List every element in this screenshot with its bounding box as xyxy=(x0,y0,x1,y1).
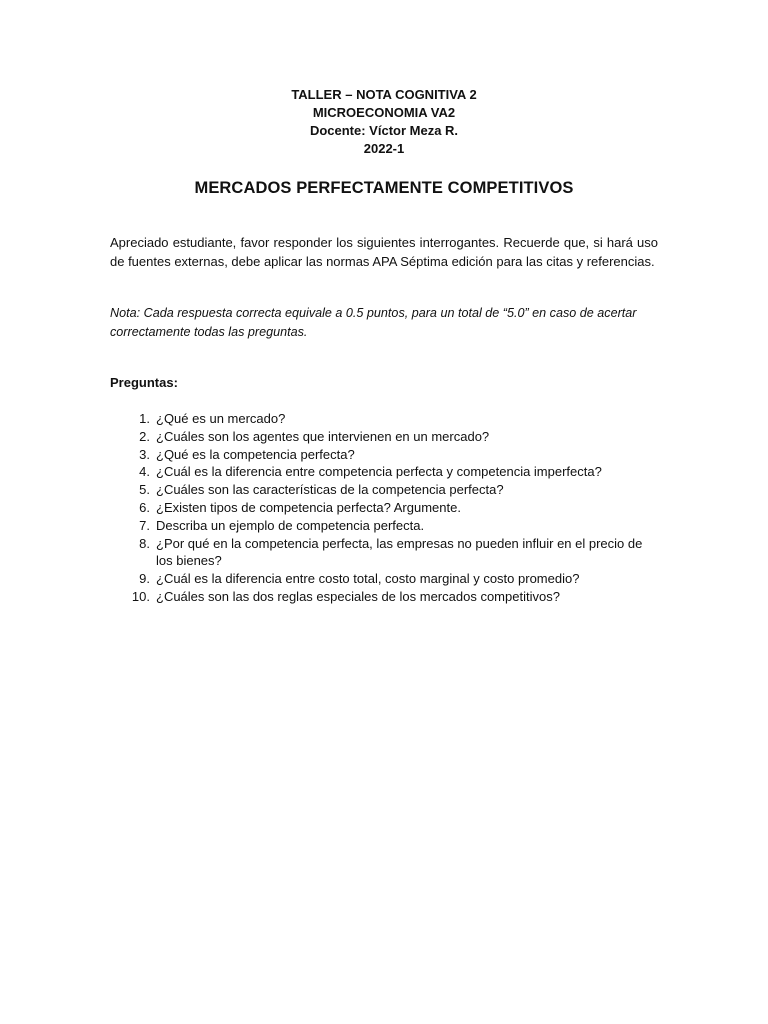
question-text: ¿Cuáles son los agentes que intervienen en un mercado? xyxy=(156,428,490,444)
question-number: 4. xyxy=(139,464,150,480)
question-text: ¿Cuál es la diferencia entre costo total, costo marginal y costo promedio? xyxy=(156,571,580,587)
question-number: 9. xyxy=(139,571,150,587)
question-item xyxy=(110,410,662,428)
header-subject-line: MICROECONOMIA VA2 xyxy=(312,105,456,120)
question-item xyxy=(110,481,662,499)
question-number: 6. xyxy=(139,499,150,515)
question-number: 8. xyxy=(139,535,150,551)
question-number: 5. xyxy=(139,482,150,498)
question-text: ¿Por qué en la competencia perfecta, las empresas no pueden influir en el precio de los bienes? xyxy=(156,535,643,569)
question-item xyxy=(110,463,662,481)
question-number: 1. xyxy=(139,411,150,426)
question-item xyxy=(110,570,662,588)
header-course-line: TALLER – NOTA COGNITIVA 2 xyxy=(291,87,477,102)
question-number: 2. xyxy=(139,428,150,444)
question-text: ¿Qué es la competencia perfecta? xyxy=(156,446,355,462)
document-title: MERCADOS PERFECTAMENTE COMPETITIVOS xyxy=(194,179,574,197)
question-list xyxy=(110,410,662,606)
grading-note: Nota: Cada respuesta correcta equivale a 0.5 puntos, para un total de “5.0” en caso de acertar correctamente todas las preguntas. xyxy=(110,306,637,339)
question-item xyxy=(110,428,662,446)
header-period-line: 2022-1 xyxy=(363,141,405,156)
question-text: ¿Cuál es la diferencia entre competencia perfecta y competencia imperfecta? xyxy=(156,464,602,480)
question-text: ¿Qué es un mercado? xyxy=(156,411,286,426)
question-text: ¿Cuáles son las dos reglas especiales de los mercados competitivos? xyxy=(156,588,560,604)
intro-paragraph: Apreciado estudiante, favor responder los siguientes interrogantes. Recuerde que, si hará uso de fuentes externas, debe aplicar las normas APA Séptima edición para las citas y referencias. xyxy=(110,235,658,269)
questions-heading: Preguntas: xyxy=(110,375,178,390)
document-header xyxy=(0,86,768,158)
question-item xyxy=(110,588,662,606)
question-number: 3. xyxy=(139,446,150,462)
header-teacher-line: Docente: Víctor Meza R. xyxy=(309,123,459,138)
question-item xyxy=(110,535,662,571)
question-text: ¿Cuáles son las características de la competencia perfecta? xyxy=(156,482,504,498)
question-text: ¿Existen tipos de competencia perfecta? Argumente. xyxy=(156,499,461,515)
question-number: 7. xyxy=(139,517,150,533)
question-number: 10. xyxy=(131,588,150,604)
question-item xyxy=(110,499,662,517)
question-text: Describa un ejemplo de competencia perfecta. xyxy=(156,517,425,533)
question-item xyxy=(110,446,662,464)
question-item xyxy=(110,517,662,535)
